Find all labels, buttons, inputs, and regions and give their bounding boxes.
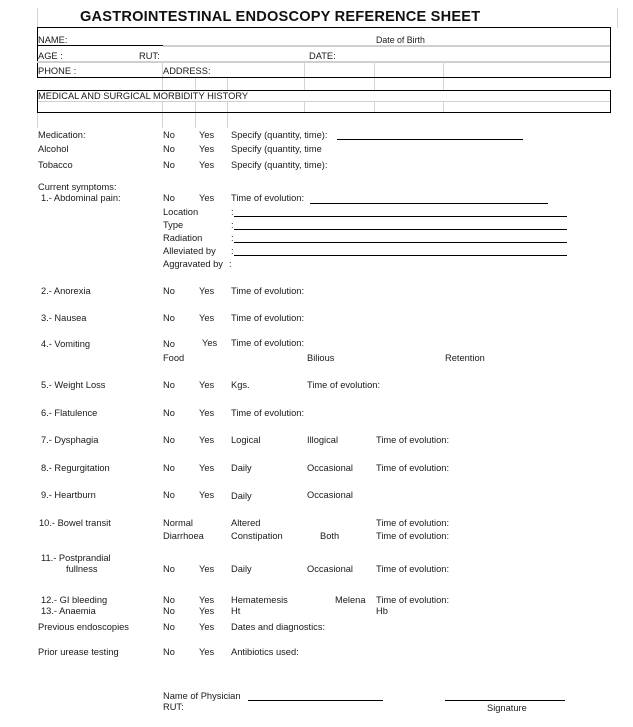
postprandial-label: 11.- Postprandial	[41, 553, 111, 563]
alleviated-colon: :	[231, 246, 234, 256]
tobacco-no[interactable]: No	[163, 160, 175, 170]
signature-field[interactable]	[445, 700, 565, 701]
heartburn-no[interactable]: No	[163, 490, 175, 500]
vomiting-label: 4.- Vomiting	[41, 339, 91, 349]
bowel-time: Time of evolution:	[376, 518, 450, 528]
history-heading: MEDICAL AND SURGICAL MORBIDITY HISTORY	[38, 91, 249, 101]
heartburn-daily[interactable]: Daily	[231, 491, 252, 501]
anaemia-no[interactable]: No	[163, 606, 175, 616]
gi-bleeding-time: Time of evolution:	[376, 595, 450, 605]
abdominal-pain-time-field[interactable]	[310, 203, 548, 204]
grid-line	[374, 102, 375, 112]
flatulence-no[interactable]: No	[163, 408, 175, 418]
radiation-field[interactable]	[234, 242, 567, 243]
postprandial-daily[interactable]: Daily	[231, 564, 252, 574]
abdominal-pain-yes[interactable]: Yes	[199, 193, 215, 203]
tobacco-yes[interactable]: Yes	[199, 160, 215, 170]
grid-line	[195, 102, 196, 112]
anorexia-label: 2.- Anorexia	[41, 286, 91, 296]
alleviated-field[interactable]	[234, 255, 567, 256]
vomiting-yes[interactable]: Yes	[202, 338, 218, 348]
heartburn-label: 9.- Heartburn	[41, 490, 96, 500]
location-field[interactable]	[234, 216, 567, 217]
alcohol-label: Alcohol	[38, 144, 69, 154]
phone-label: PHONE :	[38, 66, 77, 76]
weight-loss-yes[interactable]: Yes	[199, 380, 215, 390]
previous-endoscopies-no[interactable]: No	[163, 622, 175, 632]
weight-loss-label: 5.- Weight Loss	[41, 380, 106, 390]
regurgitation-occasional[interactable]: Occasional	[307, 463, 353, 473]
address-label: ADDRESS:	[163, 66, 211, 76]
anorexia-time: Time of evolution:	[231, 286, 305, 296]
bowel-both[interactable]: Both	[320, 531, 340, 541]
bowel-time-2: Time of evolution:	[376, 531, 450, 541]
signature-label: Signature	[487, 703, 527, 713]
anorexia-yes[interactable]: Yes	[199, 286, 215, 296]
grid-line	[443, 62, 444, 77]
tobacco-detail: Specify (quantity, time):	[231, 160, 328, 170]
vomiting-retention[interactable]: Retention	[445, 353, 485, 363]
grid-line	[162, 113, 163, 128]
grid-line	[617, 8, 618, 28]
grid-line	[227, 102, 228, 112]
flatulence-label: 6.- Flatulence	[41, 408, 98, 418]
header-border-right	[610, 27, 611, 78]
postprandial-label-2: fullness	[66, 564, 98, 574]
dysphagia-yes[interactable]: Yes	[199, 435, 215, 445]
aggravated-label: Aggravated by	[163, 259, 223, 269]
nausea-label: 3.- Nausea	[41, 313, 87, 323]
urease-detail: Antibiotics used:	[231, 647, 299, 657]
anorexia-no[interactable]: No	[163, 286, 175, 296]
regurgitation-label: 8.- Regurgitation	[41, 463, 110, 473]
medication-field[interactable]	[337, 139, 523, 140]
medication-yes[interactable]: Yes	[199, 130, 215, 140]
grid-line	[162, 102, 163, 112]
location-colon: :	[231, 207, 234, 217]
grid-line	[443, 102, 444, 112]
regurgitation-no[interactable]: No	[163, 463, 175, 473]
anaemia-hb: Hb	[376, 606, 388, 616]
vomiting-bilious[interactable]: Bilious	[307, 353, 335, 363]
dysphagia-no[interactable]: No	[163, 435, 175, 445]
physician-rut-label: RUT:	[163, 702, 184, 712]
location-label: Location	[163, 207, 199, 217]
bowel-normal[interactable]: Normal	[163, 518, 193, 528]
weight-loss-kgs: Kgs.	[231, 380, 250, 390]
postprandial-occasional[interactable]: Occasional	[307, 564, 353, 574]
vomiting-time: Time of evolution:	[231, 338, 305, 348]
alcohol-detail: Specify (quantity, time	[231, 144, 322, 154]
bowel-transit-label: 10.- Bowel transit	[39, 518, 111, 528]
previous-endoscopies-detail: Dates and diagnostics:	[231, 622, 326, 632]
medication-detail: Specify (quantity, time):	[231, 130, 328, 140]
weight-loss-time: Time of evolution:	[307, 380, 381, 390]
type-label: Type	[163, 220, 184, 230]
header-border-bottom	[37, 77, 611, 78]
tobacco-label: Tobacco	[38, 160, 73, 170]
gi-bleeding-yes[interactable]: Yes	[199, 595, 215, 605]
medication-no[interactable]: No	[163, 130, 175, 140]
urease-label: Prior urease testing	[38, 647, 119, 657]
dysphagia-label: 7.- Dysphagia	[41, 435, 99, 445]
gi-bleeding-hematemesis[interactable]: Hematemesis	[231, 595, 288, 605]
bowel-constipation[interactable]: Constipation	[231, 531, 283, 541]
nausea-time: Time of evolution:	[231, 313, 305, 323]
postprandial-yes[interactable]: Yes	[199, 564, 215, 574]
gi-bleeding-label: 12.- GI bleeding	[41, 595, 108, 605]
type-field[interactable]	[234, 229, 567, 230]
dob-label: Date of Birth	[376, 35, 425, 45]
symptoms-heading: Current symptoms:	[38, 182, 117, 192]
rut-label: RUT:	[139, 51, 160, 61]
date-label: DATE:	[309, 51, 336, 61]
grid-line	[374, 62, 375, 77]
grid-line	[37, 113, 38, 128]
postprandial-time: Time of evolution:	[376, 564, 450, 574]
heartburn-yes[interactable]: Yes	[199, 490, 215, 500]
page-title: GASTROINTESTINAL ENDOSCOPY REFERENCE SHEET	[80, 9, 481, 25]
header-border-top	[37, 27, 610, 28]
regurgitation-daily[interactable]: Daily	[231, 463, 252, 473]
name-label: NAME:	[38, 35, 68, 45]
alcohol-yes[interactable]: Yes	[199, 144, 215, 154]
flatulence-yes[interactable]: Yes	[199, 408, 215, 418]
weight-loss-no[interactable]: No	[163, 380, 175, 390]
dysphagia-time: Time of evolution:	[376, 435, 450, 445]
medication-label: Medication:	[38, 130, 86, 140]
grid-line	[227, 113, 228, 128]
bowel-diarrhoea[interactable]: Diarrhoea	[163, 531, 204, 541]
dysphagia-illogical[interactable]: Illogical	[307, 435, 339, 445]
previous-endoscopies-label: Previous endoscopies	[38, 622, 129, 632]
anaemia-yes[interactable]: Yes	[199, 606, 215, 616]
abdominal-pain-no[interactable]: No	[163, 193, 175, 203]
urease-no[interactable]: No	[163, 647, 175, 657]
age-label: AGE :	[38, 51, 63, 61]
radiation-colon: :	[231, 233, 234, 243]
nausea-yes[interactable]: Yes	[199, 313, 215, 323]
dysphagia-logical[interactable]: Logical	[231, 435, 261, 445]
vomiting-food[interactable]: Food	[163, 353, 185, 363]
aggravated-colon: :	[229, 259, 232, 269]
regurgitation-yes[interactable]: Yes	[199, 463, 215, 473]
grid-line	[304, 62, 305, 77]
abdominal-pain-time: Time of evolution:	[231, 193, 305, 203]
previous-endoscopies-yes[interactable]: Yes	[199, 622, 215, 632]
regurgitation-time: Time of evolution:	[376, 463, 450, 473]
type-colon: :	[231, 220, 234, 230]
grid-line	[304, 102, 305, 112]
bowel-altered[interactable]: Altered	[231, 518, 261, 528]
history-border-bottom	[37, 112, 611, 113]
postprandial-no[interactable]: No	[163, 564, 175, 574]
gi-bleeding-no[interactable]: No	[163, 595, 175, 605]
nausea-no[interactable]: No	[163, 313, 175, 323]
radiation-label: Radiation	[163, 233, 203, 243]
history-border-right	[610, 90, 611, 113]
grid-line	[195, 113, 196, 128]
alleviated-label: Alleviated by	[163, 246, 216, 256]
anaemia-ht: Ht	[231, 606, 241, 616]
physician-name-field[interactable]	[248, 700, 383, 701]
physician-name-label: Name of Physician	[163, 691, 241, 701]
anaemia-label: 13.- Anaemia	[41, 606, 96, 616]
flatulence-time: Time of evolution:	[231, 408, 305, 418]
urease-yes[interactable]: Yes	[199, 647, 215, 657]
grid-line	[37, 8, 38, 28]
alcohol-no[interactable]: No	[163, 144, 175, 154]
abdominal-pain-label: 1.- Abdominal pain:	[41, 193, 121, 203]
gi-bleeding-melena[interactable]: Melena	[335, 595, 366, 605]
vomiting-no[interactable]: No	[163, 339, 175, 349]
heartburn-occasional[interactable]: Occasional	[307, 490, 353, 500]
